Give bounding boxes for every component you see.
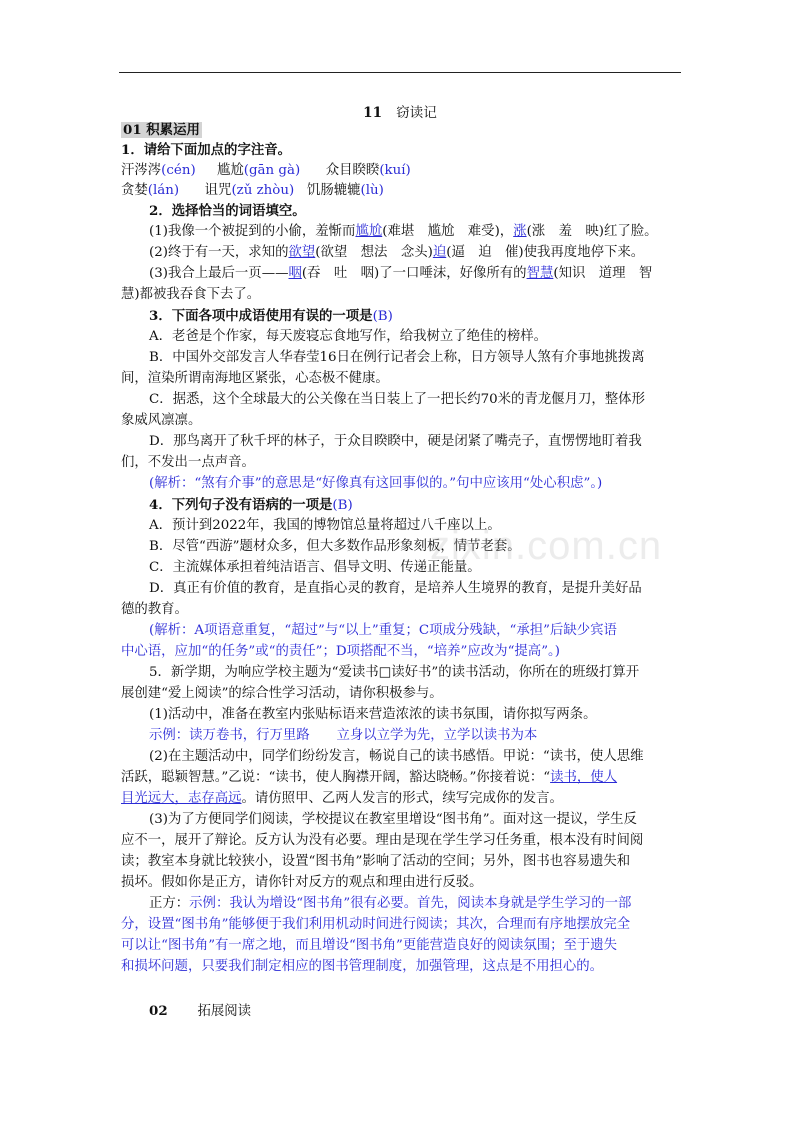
text-span: D．那鸟离开了秋千坪的林子，于众目睽睽中，硬是闭紧了嘴壳子，直愣愣地盯着我 (149, 434, 642, 449)
q5-part1-answer (149, 726, 537, 746)
text-span: 01 积累运用 (123, 122, 200, 138)
q5-part2-cont2 (121, 789, 563, 809)
text-span: 慧)都被我吞食下去了。 (121, 287, 261, 302)
text-span: 们，不发出一点声音。 (121, 455, 255, 470)
text-span: (3)我合上最后一页—— (149, 266, 289, 281)
text-span: (欲望 想法 念头) (315, 245, 433, 260)
text-span: 读；教室本身就比较狭小，设置“图书角”影响了活动的空间；另外，图书也容易遗失和 (121, 854, 631, 869)
q5-stem-cont (121, 684, 443, 704)
q1-row1 (121, 161, 411, 181)
text-span: 分，设置“图书角”能够便于我们利用机动时间进行阅读；其次，合理而有序地摆放完全 (121, 917, 631, 932)
text-span: D．真正有价值的教育，是直指心灵的教育，是培养人生境界的教育，是提升美好品 (149, 581, 642, 596)
text-span: A．预计到2022年，我国的博物馆总量将超过八千座以上。 (149, 518, 501, 533)
text-span: 1．请给下面加点的字注音。 (121, 142, 292, 158)
text-span: 2．选择恰当的词语填空。 (149, 203, 306, 219)
q5-part2-cont (121, 768, 617, 788)
text-span: 中心语，应加“的任务”或“的责任”；D项搭配不当，“培养”应改为“提高”。) (121, 644, 560, 659)
text-span: (解析：A项语意重复，“超过”与“以上”重复；C项成分残缺，“承担”后缺少宾语 (149, 623, 617, 638)
answer: (B) (332, 498, 353, 513)
q5-part3-answer-cont (121, 915, 630, 935)
text-span: 可以让“图书角”有一席之地，而且增设“图书角”更能营造良好的阅读氛围；至于遗失 (121, 938, 618, 953)
text-span: 5．新学期，为响应学校主题为“爱读书□读好书”的读书活动，你所在的班级打算开 (149, 665, 640, 680)
text-span: (解析：“煞有介事”的意思是“好像真有这回事似的。”句中应该用“处心积虑”。) (149, 476, 603, 491)
q4-stem (149, 495, 353, 516)
q3-option-b (149, 348, 645, 368)
q2-line4 (121, 285, 260, 305)
text-span: 4．下列句子没有语病的一项是 (149, 497, 333, 513)
q3-stem (149, 306, 393, 327)
q1-pinyin: (lán) (147, 183, 180, 198)
q4-option-d (149, 579, 642, 599)
text-span: 拓展阅读 (197, 1004, 251, 1019)
q1-stem (121, 140, 291, 161)
q2-line2 (149, 243, 644, 263)
answer: 尴尬 (355, 224, 383, 239)
q5-part3-answer-cont3 (121, 957, 603, 977)
q4-explanation (149, 621, 617, 641)
page-title (0, 101, 800, 121)
text-span: (1)我像一个被捉到的小偷，羞惭而 (149, 224, 356, 239)
text-span: 。请仿照甲、乙两人发言的形式，续写完成你的发言。 (241, 791, 563, 806)
q5-part3-cont3 (121, 873, 483, 893)
q3-explanation (149, 474, 602, 494)
text-span: 损坏。假如你是正方，请你针对反方的观点和理由进行反驳。 (121, 875, 483, 890)
q5-part3-cont (121, 831, 643, 851)
q3-option-d-cont (121, 453, 255, 473)
q1-pinyin: (gān gà) (243, 163, 301, 178)
q2-stem (149, 201, 306, 222)
text-span: A．老爸是个作家，每天废寝忘食地写作，给我树立了绝佳的榜样。 (149, 329, 547, 344)
text-span: B．尽管“西游”题材众多，但大多数作品形象刻板，情节老套。 (149, 539, 521, 554)
q4-explanation-cont (121, 642, 560, 662)
answer: (B) (372, 309, 393, 324)
q1-pinyin: (zǔ zhòu) (231, 183, 295, 198)
q1-row2 (121, 181, 384, 201)
text-span: 3．下面各项中成语使用有误的一项是 (149, 308, 373, 324)
q1-word: 汗涔涔 (121, 163, 162, 178)
q1-pinyin: (kuí) (379, 163, 411, 178)
answer: 目光远大，志存高远 (121, 791, 242, 806)
q1-word: 诅咒 (204, 183, 232, 198)
watermark: zixin.com.cn (430, 524, 663, 568)
text-span: (知识 道理 智 (553, 266, 653, 281)
q1-word: 众目睽睽 (325, 163, 380, 178)
q1-pinyin: (cén) (161, 163, 196, 178)
q5-part1 (149, 705, 596, 725)
answer: 咽 (288, 266, 302, 281)
answer: 智慧 (526, 266, 554, 281)
section-heading-1 (121, 120, 202, 141)
q5-part3-answer (149, 894, 631, 914)
q5-part2 (149, 747, 643, 767)
answer: 迫 (432, 245, 447, 260)
q1-word: 尴尬 (216, 163, 244, 178)
text-span: 示例：我认为增设“图书角”很有必要。首先，阅读本身就是学生学习的一部 (189, 896, 632, 911)
q5-stem (149, 663, 639, 683)
answer: 读书，使人 (550, 770, 618, 785)
lesson-title: 窃读记 (396, 105, 437, 121)
q1-pinyin: (lù) (360, 183, 384, 198)
text-span: 正方： (149, 896, 190, 911)
header-rule (119, 72, 681, 73)
q2-line3 (149, 264, 652, 284)
text-span: (1)活动中，准备在教室内张贴标语来营造浓浓的读书氛围，请你拟写两条。 (149, 707, 597, 722)
text-span: (涨 羞 映)红了脸。 (526, 224, 658, 239)
text-span: (2)终于有一天，求知的 (149, 245, 289, 260)
section-heading-2 (149, 1001, 251, 1022)
text-span: 间，渲染所谓南海地区紧张，心态极不健康。 (121, 371, 389, 386)
q4-option-d-cont (121, 600, 188, 620)
lesson-number: 11 (363, 105, 383, 121)
answer: 涨 (513, 224, 527, 239)
q3-option-d (149, 432, 642, 452)
q1-word: 贪婪 (121, 183, 148, 198)
q5-part3-cont2 (121, 852, 630, 872)
text-span: C．据悉，这个全球最大的公关像在当日装上了一把长约70米的青龙偃月刀，整体形 (149, 392, 645, 407)
answer: 欲望 (288, 245, 316, 260)
q3-option-a (149, 327, 547, 347)
text-span: 活跃，聪颖智慧。”乙说：“读书，使人胸襟开阔，豁达晓畅。”你接着说：“ (121, 770, 551, 785)
text-span: (逼 迫 催)使我再度地停下来。 (446, 245, 645, 260)
text-span: B．中国外交部发言人华春莹16日在例行记者会上称，日方领导人煞有介事地挑拨离 (149, 350, 645, 365)
q3-option-b-cont (121, 369, 389, 389)
text-span: 应不一，展开了辩论。反方认为没有必要。理由是现在学生学习任务重，根本没有时间阅 (121, 833, 644, 848)
text-span: 和损坏问题，只要我们制定相应的图书管理制度，加强管理，这点是不用担心的。 (121, 959, 604, 974)
q5-part3-answer-cont2 (121, 936, 617, 956)
text-span: (难堪 尴尬 难受)， (382, 224, 514, 239)
q3-option-c-cont (121, 411, 201, 431)
text-span: 德的教育。 (121, 602, 188, 617)
q2-line1 (149, 222, 658, 242)
text-span: 象威风凛凛。 (121, 413, 202, 428)
text-span: (吞 吐 咽)了一口唾沫，好像所有的 (301, 266, 527, 281)
text-span: 02 (149, 1003, 168, 1019)
q1-word: 饥肠辘辘 (306, 183, 361, 198)
q3-option-c (149, 390, 645, 410)
text-span: 展创建“爱上阅读”的综合性学习活动，请你积极参与。 (121, 686, 443, 701)
text-span: 示例：读万卷书，行万里路 立身以立学为先，立学以读书为本 (149, 728, 538, 743)
text-span: C．主流媒体承担着纯洁语言、倡导文明、传递正能量。 (149, 560, 481, 575)
text-span: (2)在主题活动中，同学们纷纷发言，畅说自己的读书感悟。甲说：“读书，使人思维 (149, 749, 644, 764)
q5-part3 (149, 810, 637, 830)
text-span: (3)为了方便同学们阅读，学校提议在教室里增设“图书角”。面对这一提议，学生反 (149, 812, 637, 827)
